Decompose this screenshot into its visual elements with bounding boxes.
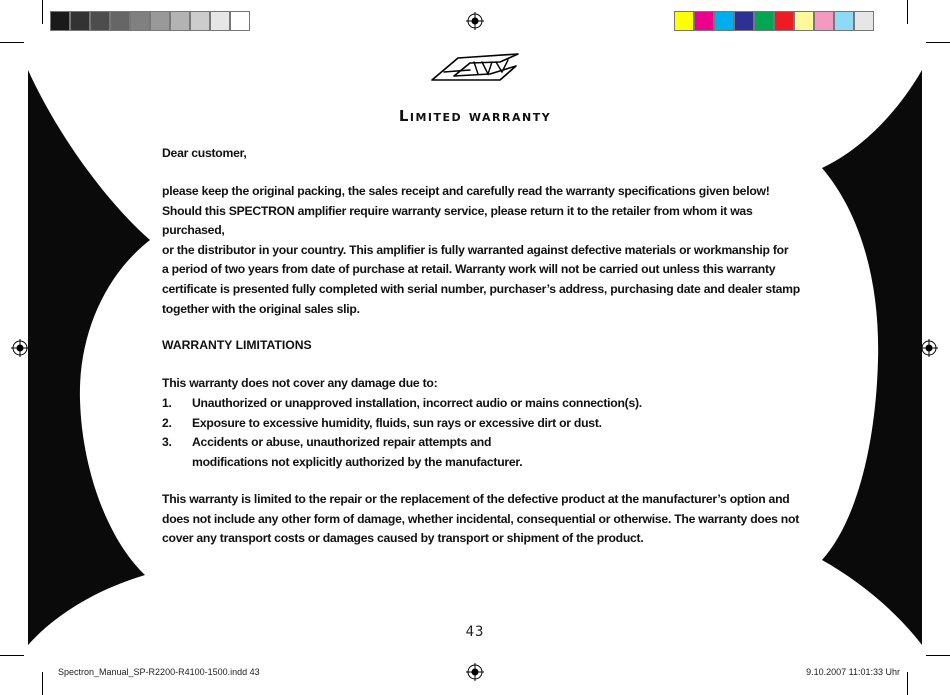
text-line: or the distributor in your country. This amplifier is fully warranted against defective materials or workmanship for <box>162 242 789 257</box>
limitations-heading: WARRANTY LIMITATIONS <box>162 338 312 352</box>
page-title: Limited warranty <box>398 107 552 125</box>
list-item-number: 1. <box>162 396 172 410</box>
warranty-scope-paragraph <box>162 490 802 549</box>
list-item <box>162 414 802 434</box>
footer-file-name: Spectron_Manual_SP-R2200-R4100-1500.indd 43 <box>58 667 260 677</box>
list-item <box>162 453 802 473</box>
list-item-text: Exposure to excessive humidity, fluids, sun rays or excessive dirt or dust. <box>192 415 602 430</box>
text-line: This warranty is limited to the repair or the replacement of the defective product at the manufacturer’s option and <box>162 492 790 506</box>
list-item <box>162 394 802 414</box>
limitations-intro: This warranty does not cover any damage due to: <box>162 376 438 390</box>
list-item-number: 3. <box>162 435 172 450</box>
list-item-text: Accidents or abuse, unauthorized repair attempts and <box>192 435 492 450</box>
text-line: together with the original sales slip. <box>162 301 360 316</box>
page-number: 43 <box>465 624 485 640</box>
text-line: certificate is presented fully completed with serial number, purchaser’s address, purchasing date and dealer stamp <box>162 281 800 296</box>
list-item-number <box>162 453 192 473</box>
list-item-text: modifications not explicitly authorized by the manufacturer. <box>192 454 523 469</box>
limitations-list <box>162 394 802 472</box>
list-item-text: Unauthorized or unapproved installation, incorrect audio or mains connection(s). <box>192 396 642 410</box>
warranty-intro-paragraph <box>162 182 802 319</box>
list-item <box>162 433 802 453</box>
greeting: Dear customer, <box>162 146 247 160</box>
footer-timestamp: 9.10.2007 11:01:33 Uhr <box>806 667 900 677</box>
text-line: a period of two years from date of purchase at retail. Warranty work will not be carried out unless this warranty <box>162 262 776 277</box>
text-line: does not include any other form of damage, whether incidental, consequential or otherwise. The warranty does not <box>162 511 800 526</box>
list-item-number: 2. <box>162 415 172 430</box>
text-line: please keep the original packing, the sales receipt and carefully read the warranty specifications given below! <box>162 184 770 198</box>
text-line: Should this SPECTRON amplifier require warranty service, please return it to the retailer from whom it was purchased, <box>162 203 753 238</box>
text-line: cover any transport costs or damages caused by transport or shipment of the product. <box>162 531 644 546</box>
spectron-logo <box>430 52 522 84</box>
